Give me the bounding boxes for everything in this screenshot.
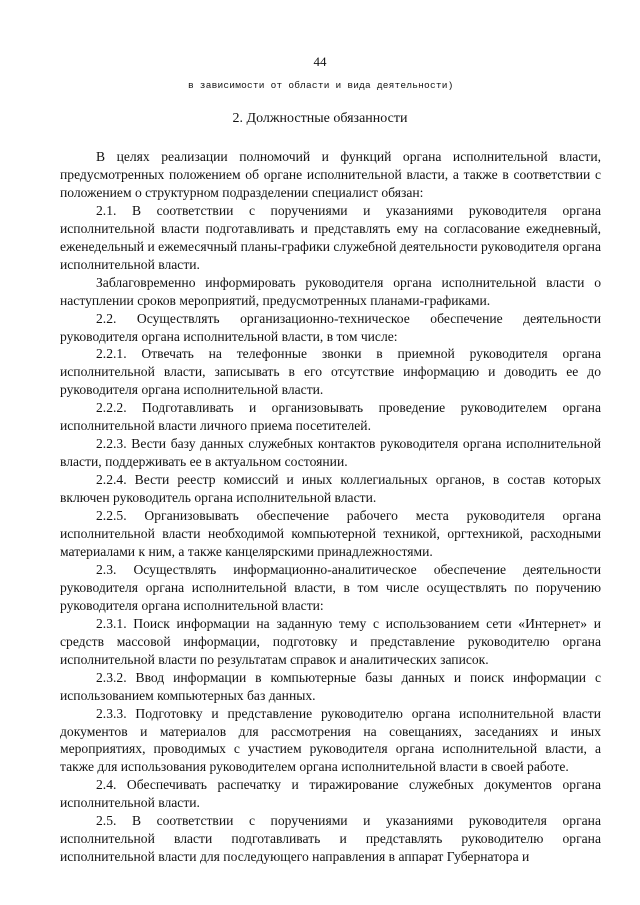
paragraph-2-5: 2.5. В соответствии с поручениями и указаниями руководителя органа исполнительной власти подготавливать и представлять руководителю органа исполнительной власти для последующего направления в аппарат Губернатора и	[60, 813, 601, 865]
paragraph-2-2-4: 2.2.4. Вести реестр комиссий и иных коллегиальных органов, в состав которых включен руководитель органа исполнительной власти.	[60, 472, 601, 506]
paragraph-2-3: 2.3. Осуществлять информационно-аналитическое обеспечение деятельности руководителя органа исполнительной власти, в том числе осуществлять по поручению руководителя органа исполнительной власти:	[60, 561, 601, 613]
paragraph-2-4: 2.4. Обеспечивать распечатку и тиражирование служебных документов органа исполнительной власти.	[60, 777, 601, 811]
paragraph-2-3-2: 2.3.2. Ввод информации в компьютерные базы данных и поиск информации с использованием компьютерных баз данных.	[60, 669, 601, 703]
paragraph-2-3-1: 2.3.1. Поиск информации на заданную тему с использованием сети «Интернет» и средств массовой информации, подготовку и представление руководителю органа исполнительной власти по результатам справок и аналитических записок.	[60, 615, 601, 667]
paragraph-2-1: 2.1. В соответствии с поручениями и указаниями руководителя органа исполнительной власти подготавливать и представлять ему на согласование ежедневный, еженедельный и ежемесячный планы-графики служебной деятельности руководителя органа исполнительной власти.	[60, 202, 601, 272]
header-note: в зависимости от области и вида деятельности)	[188, 80, 454, 91]
paragraph-intro: В целях реализации полномочий и функций органа исполнительной власти, предусмотренных положением об органе исполнительной власти, а также в соответствии с положением о структурном подразделении специалист обязан:	[60, 149, 601, 200]
page-number: 44	[313, 54, 327, 69]
document-body	[60, 148, 601, 866]
paragraph-2-2-1: 2.2.1. Отвечать на телефонные звонки в приемной руководителя органа исполнительной власти, записывать в его отсутствие информацию и доводить ее до руководителя органа исполнительной власти.	[60, 346, 601, 398]
paragraph-2-3-3: 2.3.3. Подготовку и представление руководителю органа исполнительной власти документов и материалов для рассмотрения на совещаниях, заседаниях и иных мероприятиях, проводимых с участием руководителя органа исполнительной власти, а также для использования руководителем органа исполнительной власти в своей работе.	[60, 705, 601, 775]
paragraph-2-2-2: 2.2.2. Подготавливать и организовывать проведение руководителем органа исполнительной власти личного приема посетителей.	[60, 400, 601, 434]
paragraph-2-2: 2.2. Осуществлять организационно-техническое обеспечение деятельности руководителя органа исполнительной власти, в том числе:	[60, 310, 601, 344]
section-title: 2. Должностные обязанности	[232, 111, 408, 126]
paragraph-2-2-3: 2.2.3. Вести базу данных служебных контактов руководителя органа исполнительной власти, поддерживать ее в актуальном состоянии.	[60, 436, 601, 470]
paragraph-2-2-5: 2.2.5. Организовывать обеспечение рабочего места руководителя органа исполнительной власти необходимой компьютерной техникой, оргтехникой, расходными материалами к ним, а также канцелярскими принадлежностями.	[60, 508, 601, 559]
paragraph-2-1-note: Заблаговременно информировать руководителя органа исполнительной власти о наступлении сроков мероприятий, предусмотренных планами-графиками.	[60, 274, 601, 308]
